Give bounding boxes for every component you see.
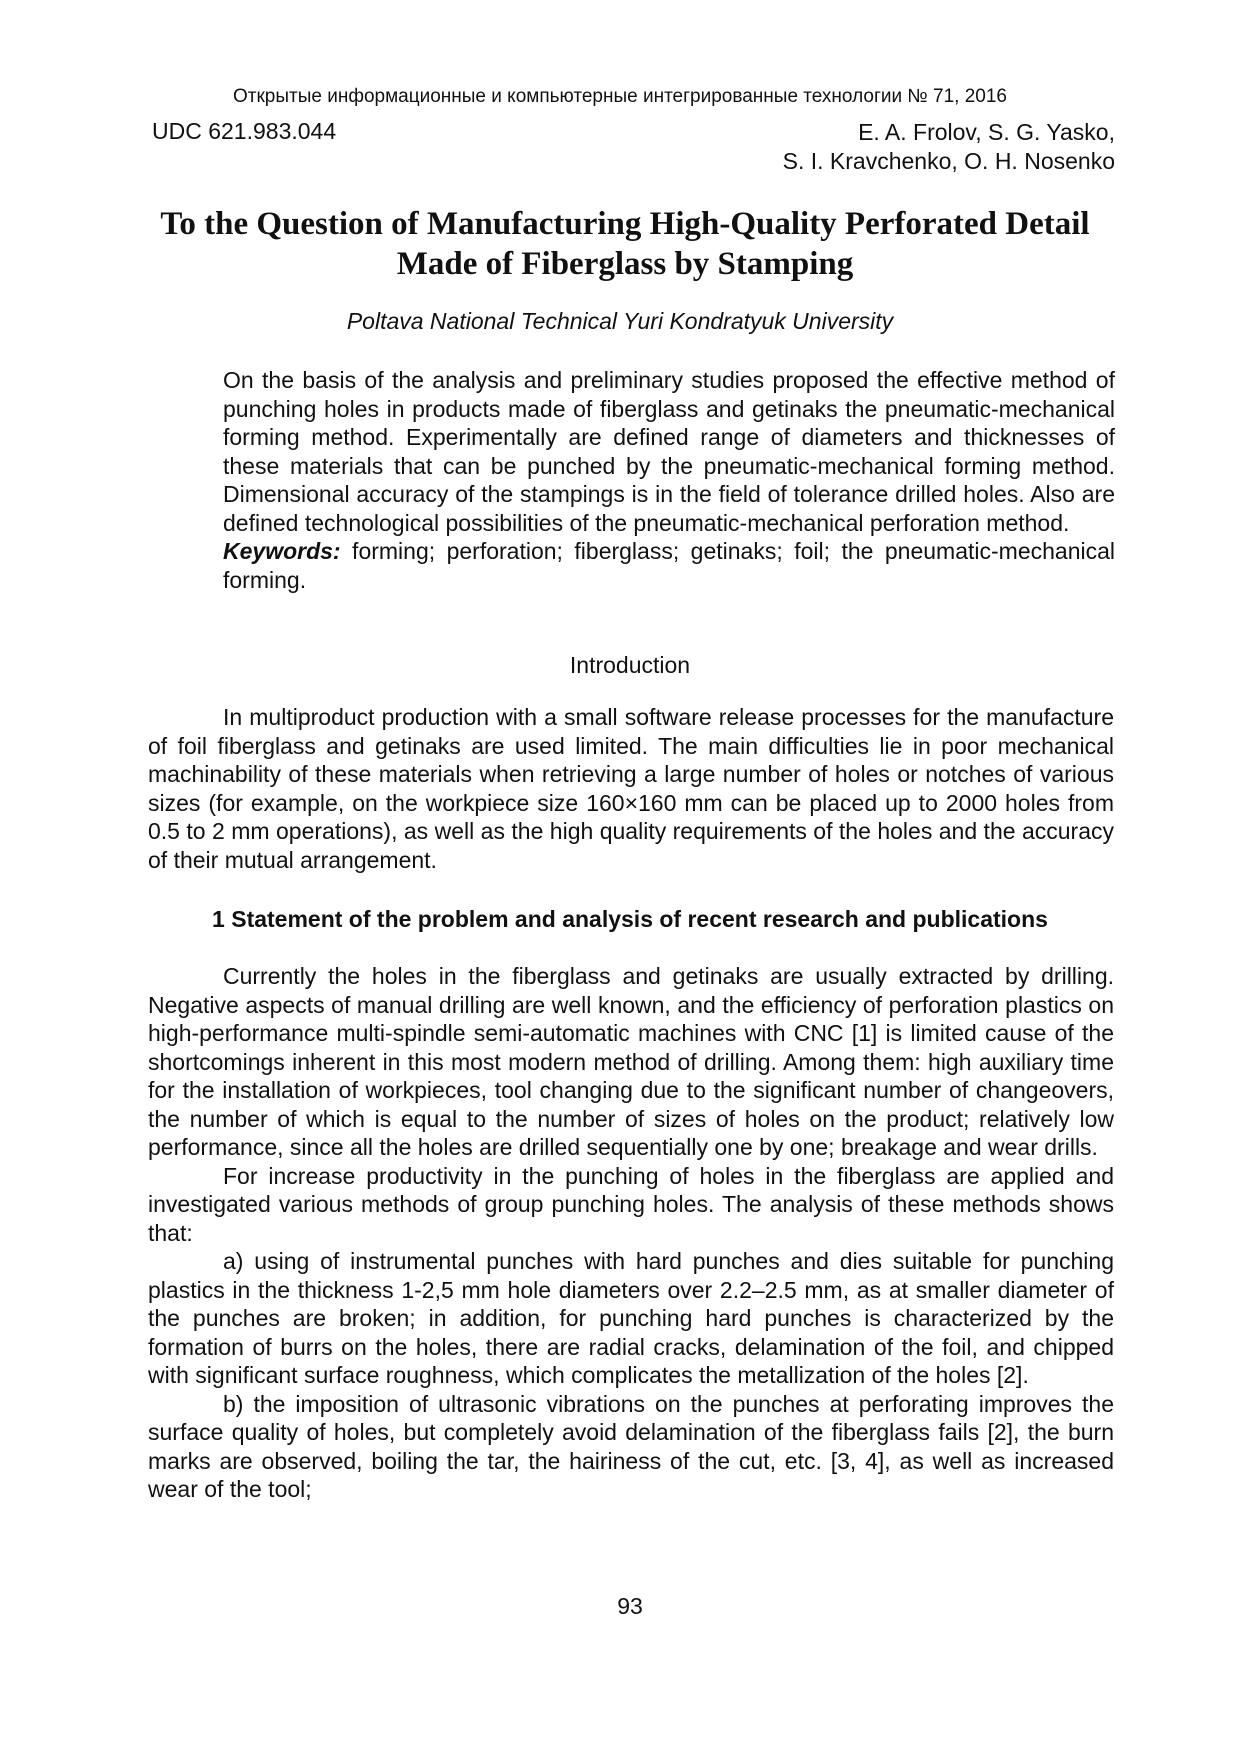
title-line-1: To the Question of Manufacturing High-Quality Perforated Detail [160,206,1090,242]
abstract-text: On the basis of the analysis and preliminary studies proposed the effective method of punching holes in products made of fiberglass and getinaks the pneumatic-mechanical forming method. Experimentally are defined range of diameters and thicknesses of these materials that can be punched by the pneumatic-mechanical forming method. Dimensional accuracy of the stampings is in the field of tolerance drilled holes. Also are defined technological possibilities of the pneumatic-mechanical perforation method. [223,367,1115,536]
introduction-paragraph: In multiproduct production with a small software release processes for the manufacture of foil fiberglass and getinaks are used limited. The main difficulties lie in poor mechanical machinability of these materials when retrieving a large number of holes or notches of various sizes (for example, on the workpiece size 160×160 mm can be placed up to 2000 holes from 0.5 to 2 mm operations), as well as the high quality requirements of the holes and the accuracy of their mutual arrangement. [148,704,1114,873]
udc-code: UDC 621.983.044 [152,118,337,144]
authors [783,118,1115,176]
affiliation: Poltava National Technical Yuri Kondratyuk University [346,308,894,334]
abstract [223,366,1115,594]
section-1-paragraph: For increase productivity in the punching of holes in the fiberglass are applied and investigated various methods of group punching holes. The analysis of these methods shows that: [148,1162,1114,1246]
authors-line-2: S. I. Kravchenko, O. H. Nosenko [782,148,1115,174]
section-1-heading: 1 Statement of the problem and analysis of recent research and publications [212,906,1048,932]
page-number: 93 [617,1593,643,1619]
authors-line-1: E. A. Frolov, S. G. Yasko, [858,119,1115,145]
paper-title [140,204,1110,284]
section-1-paragraph: a) using of instrumental punches with hard punches and dies suitable for punching plastics in the thickness 1-2,5 mm hole diameters over 2.2–2.5 mm, as at smaller diameter of the punches are broken; in addition, for punching hard punches is characterized by the formation of burrs on the holes, there are radial cracks, delamination of the foil, and chipped with significant surface roughness, which complicates the metallization of the holes [2]. [148,1248,1114,1388]
keywords-list: forming; perforation; fiberglass; getinaks; foil; the pneumatic-mechanical forming. [223,538,1115,593]
section-1-paragraph: b) the imposition of ultrasonic vibrations on the punches at perforating improves the surface quality of holes, but completely avoid delamination of the fiberglass fails [2], the burn marks are observed, boiling the tar, the hairiness of the cut, etc. [3, 4], as well as increased wear of the tool; [148,1390,1114,1502]
journal-header: Открытые информационные и компьютерные интегрированные технологии № 71, 2016 [233,86,1007,107]
keywords [223,537,1115,594]
keywords-label: Keywords: [223,538,341,564]
section-1-paragraph: Currently the holes in the fiberglass and getinaks are usually extracted by drilling. Negative aspects of manual drilling are well known, and the efficiency of perforation plastics on high-performance multi-spindle semi-automatic machines with CNC [1] is limited cause of the shortcomings inherent in this most modern method of drilling. Among them: high auxiliary time for the installation of workpieces, tool changing due to the significant number of changeovers, the number of which is equal to the number of sizes of holes on the product; relatively low performance, since all the holes are drilled sequentially one by one; breakage and wear drills. [148,963,1114,1160]
introduction-body [148,703,1114,874]
title-line-2: Made of Fiberglass by Stamping [396,246,854,282]
section-1-body [148,962,1114,1504]
introduction-heading: Introduction [569,652,691,678]
